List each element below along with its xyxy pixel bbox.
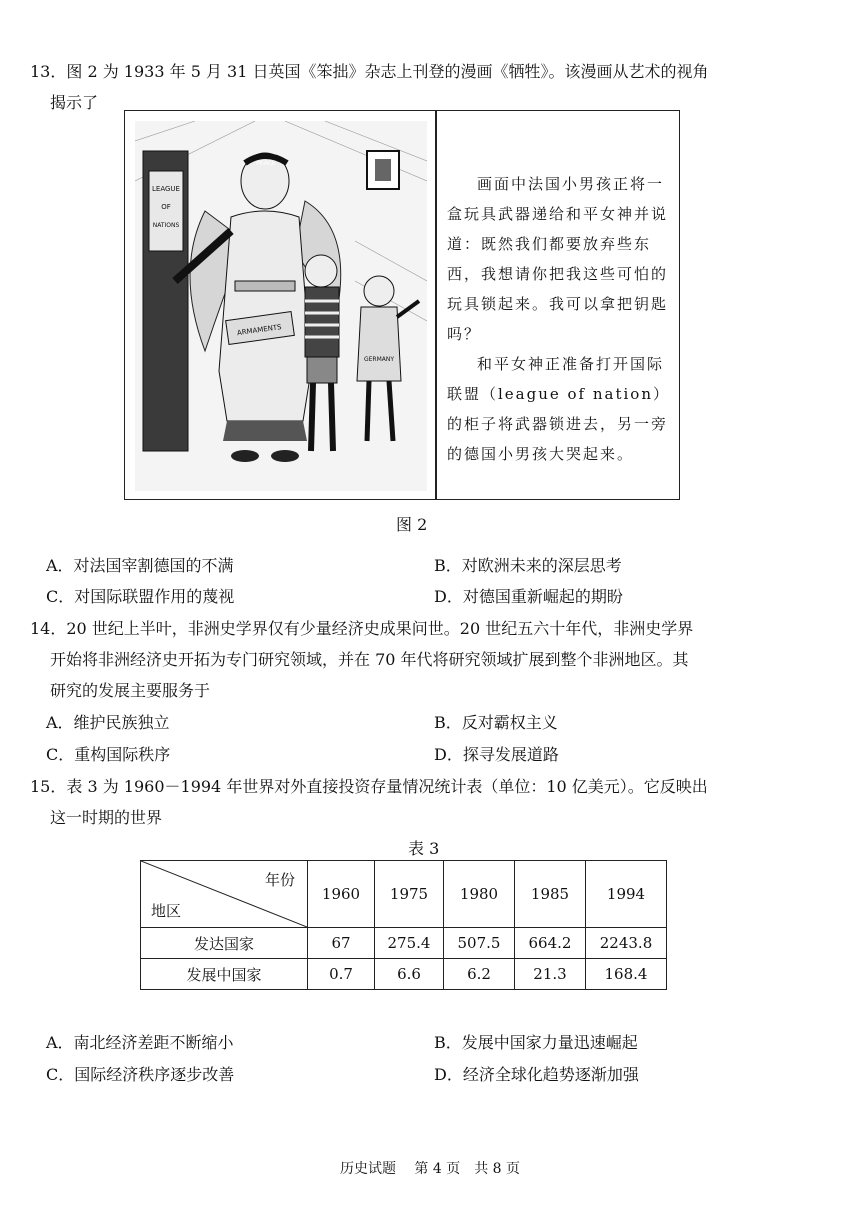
q13-option-b[interactable]: B．对欧洲未来的深层思考 (434, 556, 622, 575)
value-cell: 168.4 (586, 959, 667, 990)
boy-label-text: GERMANY (363, 356, 395, 363)
year-header: 1960 (308, 861, 375, 928)
q13-line-1: 13．图 2 为 1933 年 5 月 31 日英国《笨拙》杂志上刊登的漫画《牺牲》。该漫画从艺术的视角 (30, 62, 709, 81)
q15-option-d[interactable]: D．经济全球化趋势逐渐加强 (434, 1065, 639, 1084)
value-cell: 6.6 (375, 959, 444, 990)
q14-option-a[interactable]: A．维护民族独立 (46, 713, 170, 732)
q13-options-row-2 (46, 584, 806, 612)
fdi-table (140, 860, 667, 990)
q14-option-b[interactable]: B．反对霸权主义 (434, 713, 558, 732)
year-header: 1980 (444, 861, 515, 928)
value-cell: 6.2 (444, 959, 515, 990)
table-corner-cell (141, 861, 308, 928)
year-header: 1985 (515, 861, 586, 928)
q13-option-d[interactable]: D．对德国重新崛起的期盼 (434, 587, 623, 606)
q15-option-c[interactable]: C．国际经济秩序逐步改善 (46, 1065, 235, 1084)
year-header: 1994 (586, 861, 667, 928)
question-13-stem (30, 56, 790, 118)
question-14-stem (30, 613, 790, 706)
value-cell: 21.3 (515, 959, 586, 990)
value-cell: 0.7 (308, 959, 375, 990)
q15-line-1: 15．表 3 为 1960－1994 年世界对外直接投资存量情况统计表（单位：10 亿美元）。它反映出 (30, 777, 708, 796)
q15-options-row-1 (46, 1030, 806, 1058)
q14-options-row-1 (46, 710, 806, 738)
sign-text-3: NATIONS (152, 222, 180, 229)
q15-option-a[interactable]: A．南北经济差距不断缩小 (46, 1033, 234, 1052)
cartoon-illustration (135, 121, 427, 491)
q13-options-row-1 (46, 553, 806, 581)
q13-option-a[interactable]: A．对法国宰割德国的不满 (46, 556, 234, 575)
caption-paragraph-2: 和平女神正准备打开国际联盟（league of nation）的柜子将武器锁进去，另一旁的德国小男孩大哭起来。 (447, 355, 670, 463)
sign-text-2: OF (161, 203, 171, 211)
table-title: 表 3 (408, 839, 440, 858)
box-text: ARMAMENTS (236, 323, 283, 338)
q14-line-1: 14．20 世纪上半叶，非洲史学界仅有少量经济史成果问世。20 世纪五六十年代，非洲史学界 (30, 619, 694, 638)
value-cell: 507.5 (444, 928, 515, 959)
q14-line-3: 研究的发展主要服务于 (50, 681, 211, 700)
page-footer: 历史试题 第 4 页 共 8 页 (339, 1161, 521, 1177)
figure-2 (124, 110, 680, 500)
question-15-stem (30, 771, 790, 833)
table-row (141, 959, 667, 990)
value-cell: 275.4 (375, 928, 444, 959)
q15-option-b[interactable]: B．发展中国家力量迅速崛起 (434, 1033, 638, 1052)
q14-options-row-2 (46, 742, 806, 770)
figure-caption (447, 169, 673, 469)
table-header-row (141, 861, 667, 928)
headband-text: PEACE (256, 160, 276, 167)
year-header: 1975 (375, 861, 444, 928)
header-region-label: 地区 (151, 902, 182, 920)
q13-option-c[interactable]: C．对国际联盟作用的蔑视 (46, 587, 235, 606)
q14-option-d[interactable]: D．探寻发展道路 (434, 745, 559, 764)
value-cell: 2243.8 (586, 928, 667, 959)
q13-line-2: 揭示了 (50, 93, 99, 112)
q15-line-2: 这一时期的世界 (50, 808, 163, 827)
value-cell: 664.2 (515, 928, 586, 959)
q14-option-c[interactable]: C．重构国际秩序 (46, 745, 171, 764)
figure-label: 图 2 (396, 515, 428, 534)
table-row (141, 928, 667, 959)
sign-text-1: LEAGUE (152, 185, 180, 193)
caption-paragraph-1: 画面中法国小男孩正将一盒玩具武器递给和平女神并说道：既然我们都要放弃些东西，我想请你把我这些可怕的玩具锁起来。我可以拿把钥匙吗？ (447, 175, 669, 343)
q15-options-row-2 (46, 1062, 806, 1090)
region-cell: 发达国家 (141, 928, 308, 959)
region-cell: 发展中国家 (141, 959, 308, 990)
header-year-label: 年份 (264, 871, 295, 889)
figure-divider (435, 111, 437, 499)
value-cell: 67 (308, 928, 375, 959)
q14-line-2: 开始将非洲经济史开拓为专门研究领域，并在 70 年代将研究领域扩展到整个非洲地区。其 (50, 650, 689, 669)
